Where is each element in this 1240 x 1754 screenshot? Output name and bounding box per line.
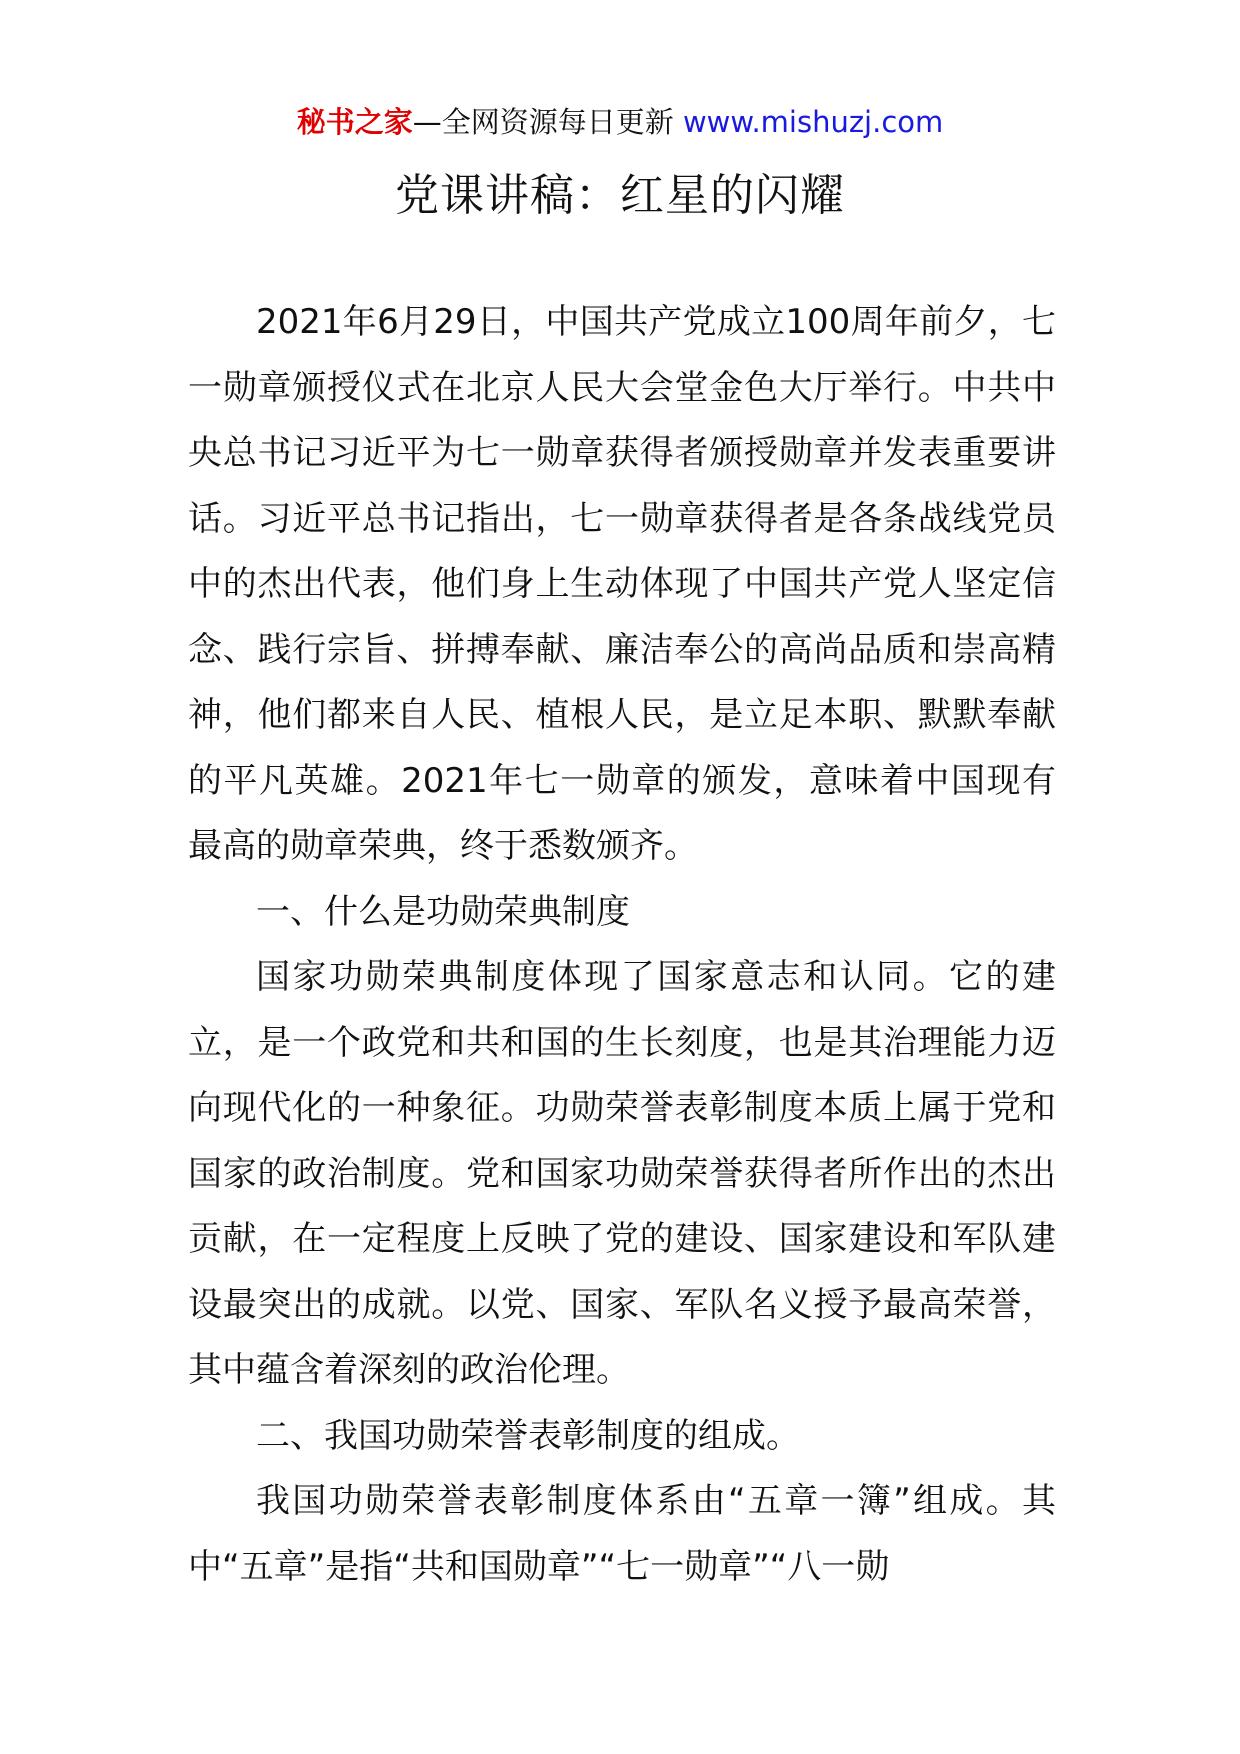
site-brand: 秘书之家: [296, 105, 413, 139]
site-url-link[interactable]: www.mishuzj.com: [682, 105, 944, 139]
paragraph-section-1: 国家功勋荣典制度体现了国家意志和认同。它的建立，是一个政党和共和国的生长刻度，也是其治理能力迈向现代化的一种象征。功勋荣誉表彰制度本质上属于党和国家的政治制度。党和国家功勋荣誉获得者所作出的杰出贡献，在一定程度上反映了党的建设、国家建设和军队建设最突出的成就。以党、国家、军队名义授予最高荣誉，其中蕴含着深刻的政治伦理。: [188, 957, 1056, 1390]
paragraph-section-2: 我国功勋荣誉表彰制度体系由“五章一簿”组成。其中“五章”是指“共和国勋章”“七一勋章”“八一勋: [188, 1481, 1056, 1587]
site-header: [0, 100, 1240, 144]
paragraph-intro: 2021年6月29日，中国共产党成立100周年前夕，七一勋章颁授仪式在北京人民大会堂金色大厅举行。中共中央总书记习近平为七一勋章获得者颁授勋章并发表重要讲话。习近平总书记指出，七一勋章获得者是各条战线党员中的杰出代表，他们身上生动体现了中国共产党人坚定信念、践行宗旨、拼搏奉献、廉洁奉公的高尚品质和崇高精神，他们都来自人民、植根人民，是立足本职、默默奉献的平凡英雄。2021年七一勋章的颁发，意味着中国现有最高的勋章荣典，终于悉数颁齐。: [188, 302, 1056, 866]
section-heading-1: 一、什么是功勋荣典制度: [256, 891, 630, 932]
document-title: 党课讲稿：红星的闪耀: [395, 170, 845, 221]
section-heading-2: 二、我国功勋荣誉表彰制度的组成。: [256, 1415, 800, 1456]
document-body: [188, 290, 1056, 1600]
site-tagline: —全网资源每日更新: [412, 105, 674, 139]
